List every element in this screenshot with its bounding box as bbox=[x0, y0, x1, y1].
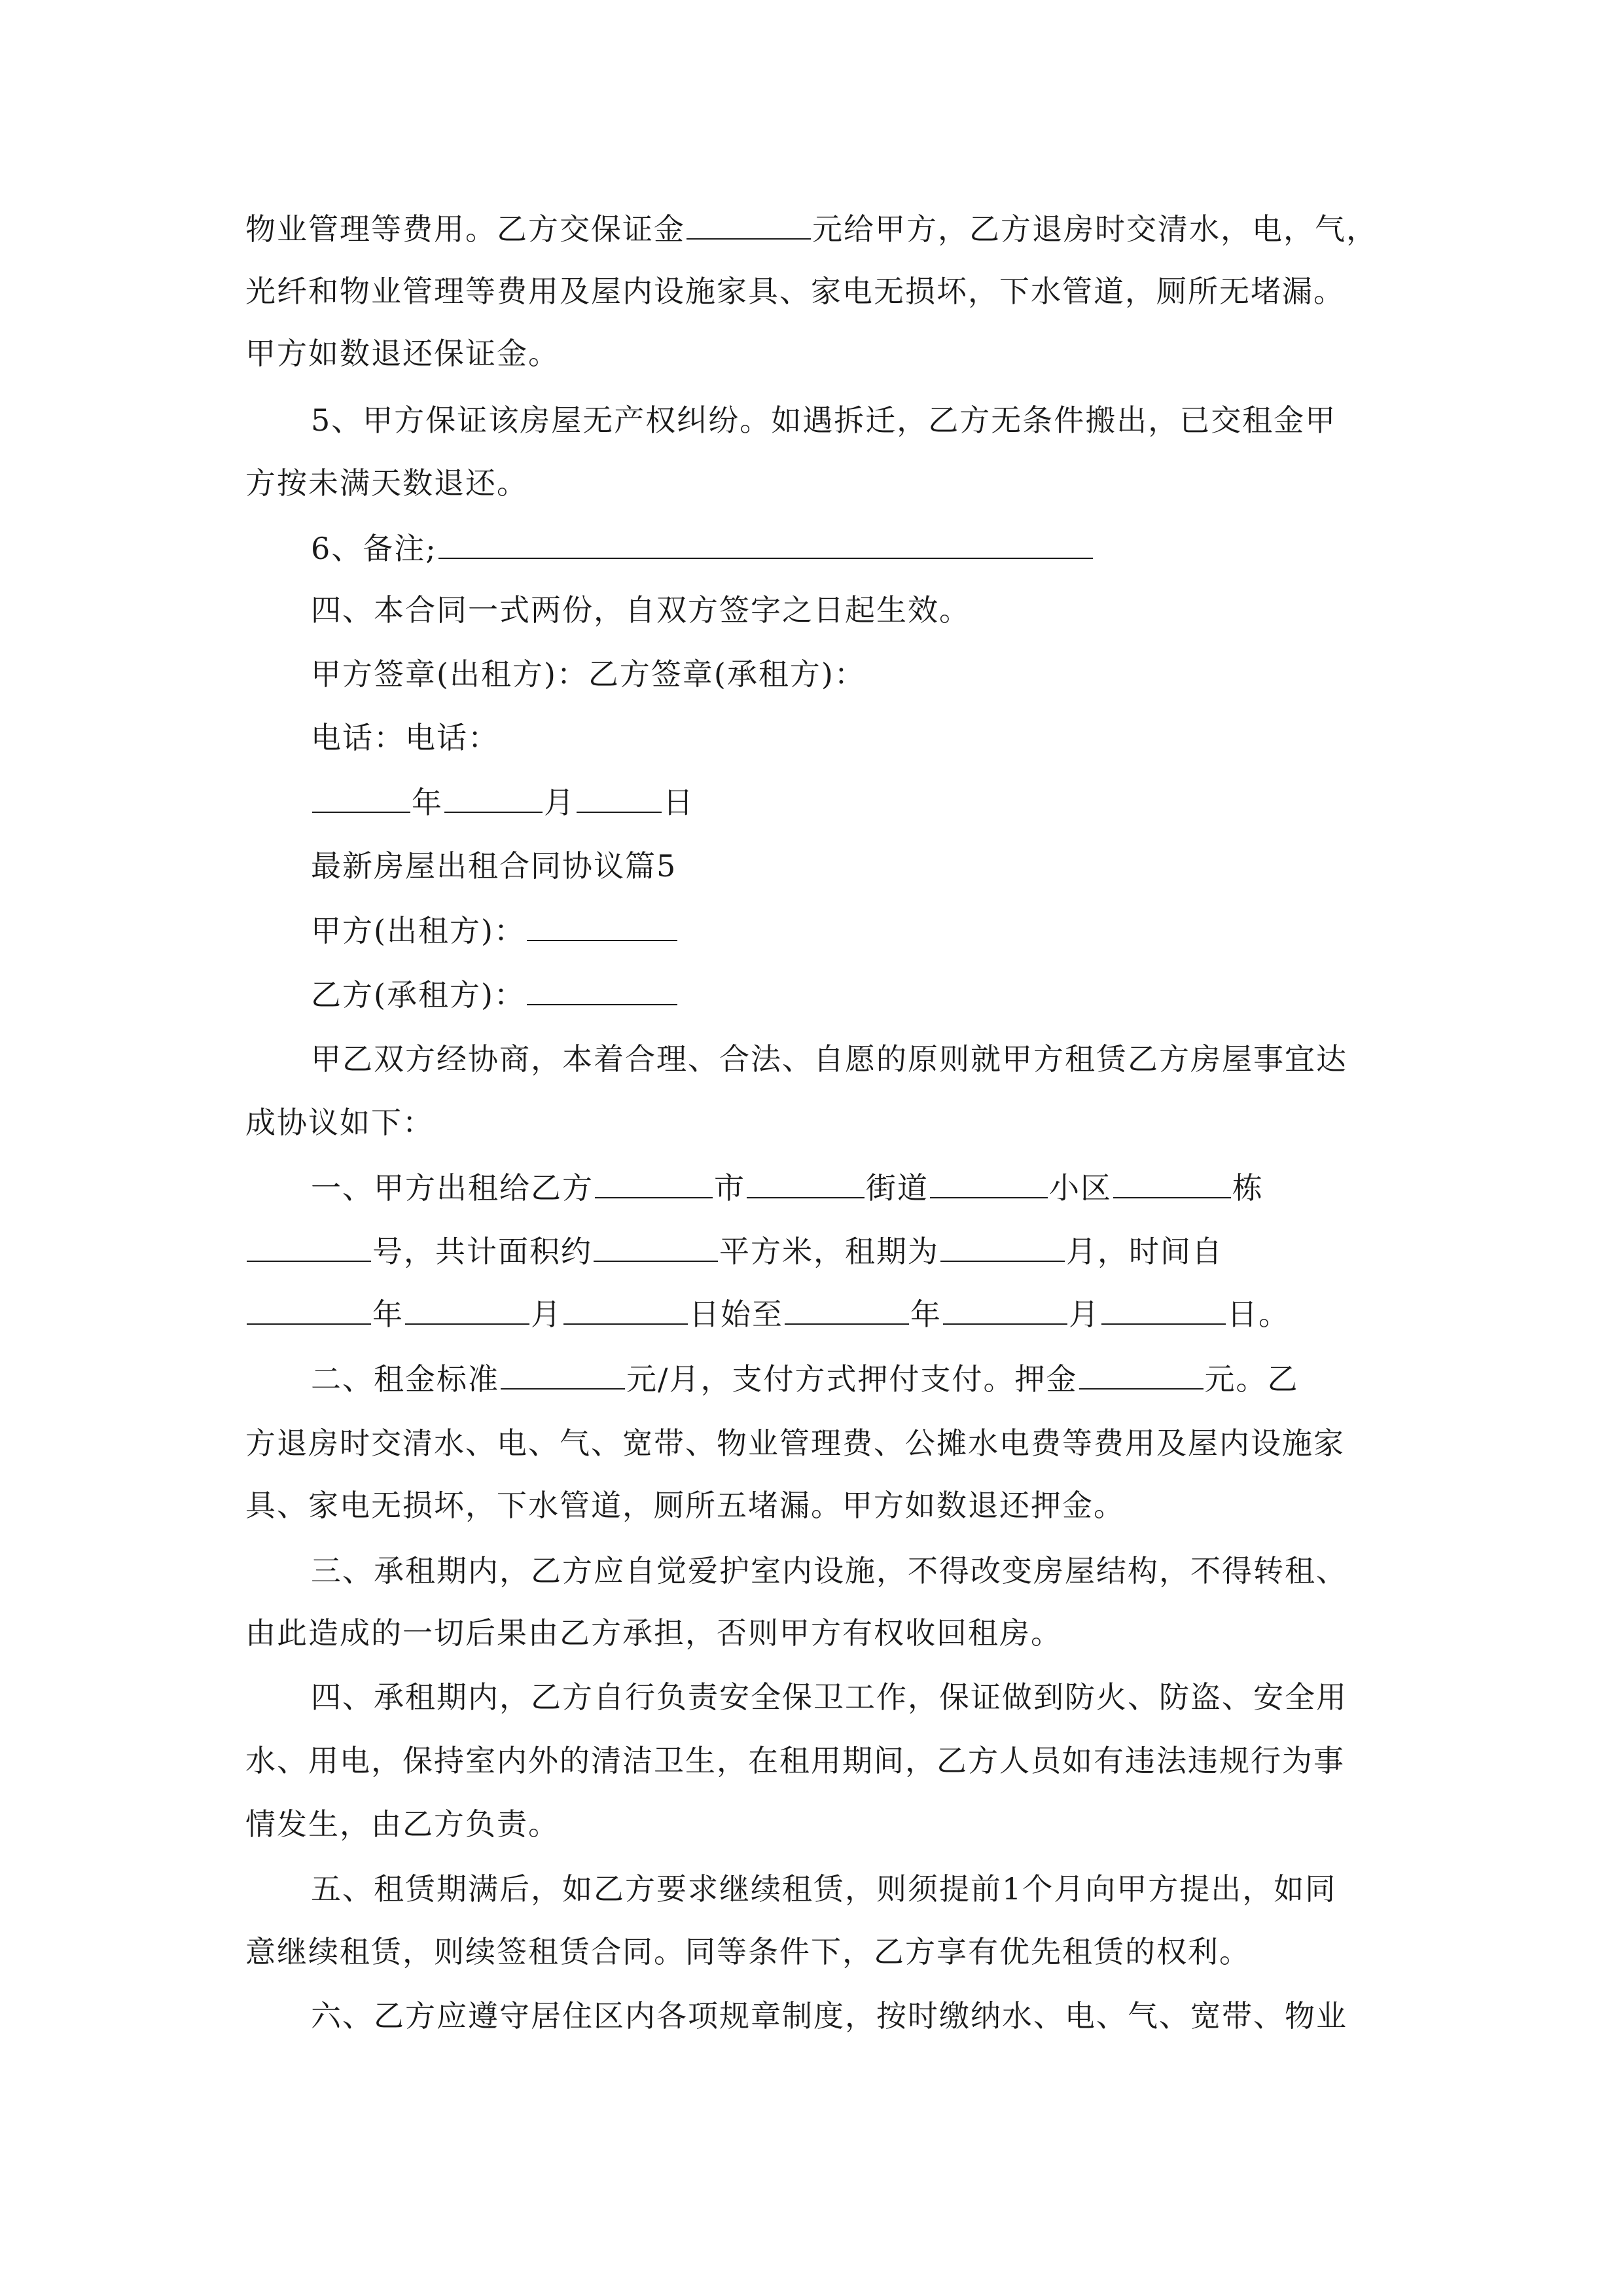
date-line: 年 月 日 bbox=[311, 783, 694, 822]
text-line: 意继续租赁，则续签租赁合同。同等条件下，乙方享有优先租赁的权利。 bbox=[245, 1934, 1251, 1969]
text-line: 方退房时交清水、电、气、宽带、物业管理费、公摊水电费等费用及屋内设施家 bbox=[245, 1426, 1345, 1461]
text-line: 四、本合同一式两份，自双方签字之日起生效。 bbox=[311, 592, 971, 628]
text-line: 三、承租期内，乙方应自觉爱护室内设施，不得改变房屋结构，不得转租、 bbox=[311, 1553, 1347, 1588]
text-line: 具、家电无损坏，下水管道，厕所五堵漏。甲方如数退还押金。 bbox=[245, 1488, 1125, 1523]
text-line: 六、乙方应遵守居住区内各项规章制度，按时缴纳水、电、气、宽带、物业 bbox=[311, 1998, 1347, 2034]
section-title: 最新房屋出租合同协议篇5 bbox=[311, 848, 677, 884]
text-line: 水、用电，保持室内外的清洁卫生，在租用期间，乙方人员如有违法违规行为事 bbox=[245, 1743, 1345, 1778]
text-line: 由此造成的一切后果由乙方承担，否则甲方有权收回租房。 bbox=[245, 1615, 1062, 1651]
text-line: 方按未满天数退还。 bbox=[245, 465, 528, 501]
text-line: 物业管理等费用。乙方交保证金 元给甲方，乙方退房时交清水，电，气， bbox=[245, 211, 1378, 247]
text-line: 5、甲方保证该房屋无产权纠纷。如遇拆迁，乙方无条件搬出，已交租金甲 bbox=[311, 403, 1337, 438]
party-b-line: 乙方(承租方)： bbox=[311, 975, 679, 1014]
text-line: 甲方如数退还保证金。 bbox=[245, 336, 560, 371]
text-line: 四、承租期内，乙方自行负责安全保卫工作，保证做到防火、防盗、安全用 bbox=[311, 1679, 1347, 1715]
text-line: 五、租赁期满后，如乙方要求继续租赁，则须提前1个月向甲方提出，如同 bbox=[311, 1871, 1337, 1907]
signature-line: 甲方签章(出租方)：乙方签章(承租方)： bbox=[311, 656, 866, 692]
text-line: 6、备注; bbox=[311, 529, 1094, 568]
text-line: 年 月 日始至 年 月 日。 bbox=[245, 1295, 1290, 1334]
text-line: 二、租金标准 元/月，支付方式押付支付。押金 元。乙 bbox=[311, 1361, 1299, 1397]
text-line: 号，共计面积约 平方米，租期为 月，时间自 bbox=[245, 1232, 1223, 1271]
text-line: 情发生，由乙方负责。 bbox=[245, 1806, 560, 1842]
text-line: 一、甲方出租给乙方 市 街道 小区 栋 bbox=[311, 1170, 1264, 1206]
text-line: 光纤和物业管理等费用及屋内设施家具、家电无损坏，下水管道，厕所无堵漏。 bbox=[245, 274, 1345, 309]
remarks-blank bbox=[438, 531, 1093, 559]
text-line: 甲乙双方经协商，本着合理、合法、自愿的原则就甲方租赁乙方房屋事宜达 bbox=[311, 1041, 1347, 1077]
text-line: 成协议如下： bbox=[245, 1105, 434, 1140]
phone-line: 电话：电话： bbox=[311, 720, 499, 755]
deposit-blank bbox=[687, 212, 811, 240]
party-a-line: 甲方(出租方)： bbox=[311, 911, 679, 950]
